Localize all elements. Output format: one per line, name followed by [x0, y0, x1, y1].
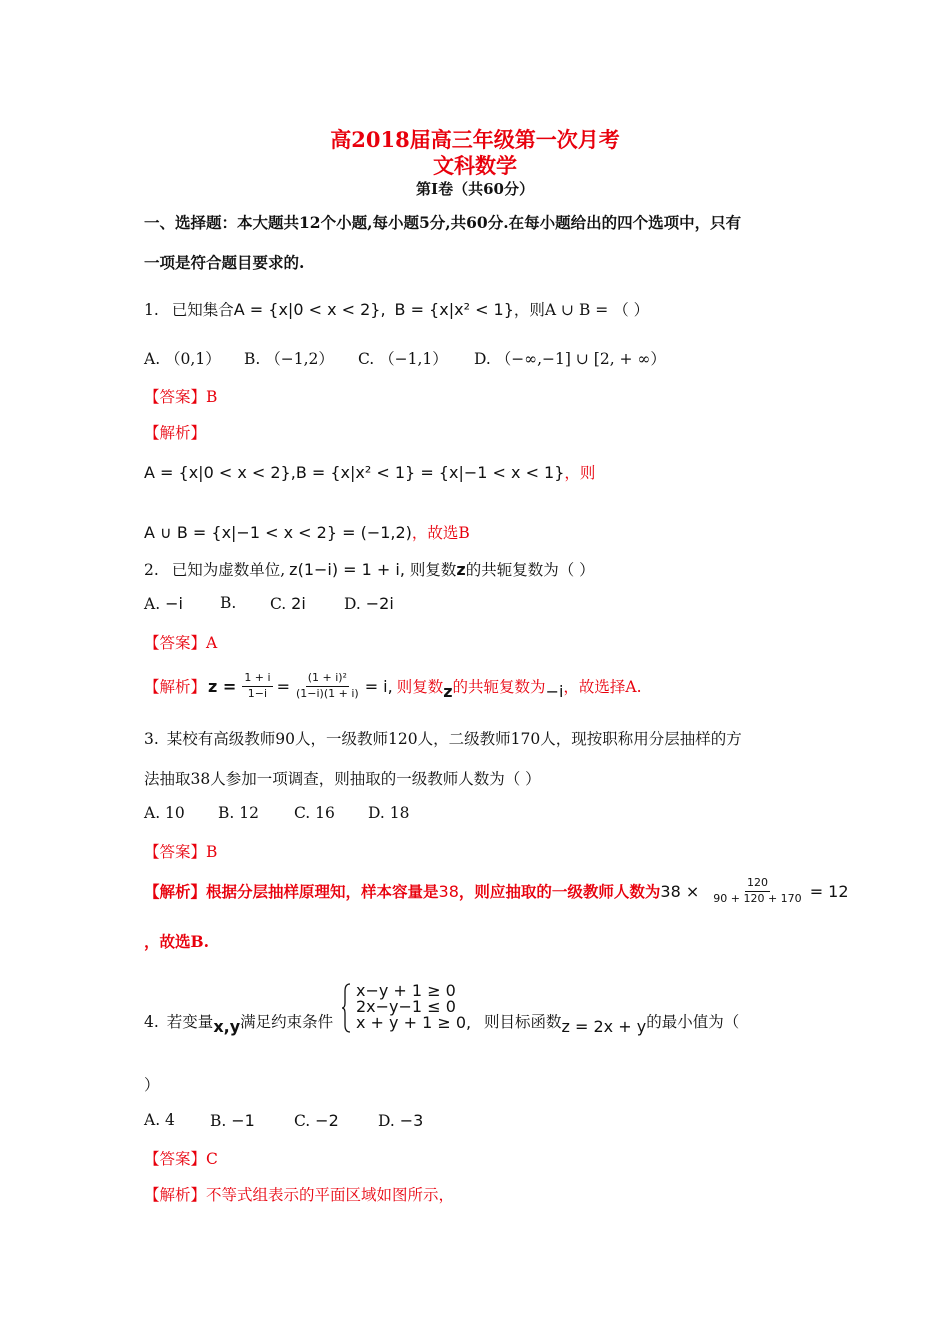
option-c: C. 2i	[270, 594, 306, 613]
option-b: B. （−1,2）	[244, 350, 334, 368]
solution-text: ，故选B	[411, 524, 470, 542]
option-a: A. 4	[144, 1111, 175, 1129]
set-a: A = {x|0 < x < 2},	[233, 300, 386, 319]
fraction-1: $\frac{1 + i}{1-i}$	[244, 670, 271, 700]
option-a: A. −i	[144, 594, 183, 613]
question-1	[144, 298, 649, 320]
option-a: A. 10	[144, 804, 185, 822]
answer-label: 【答案】	[144, 843, 207, 861]
equation: z(1−i) = 1 + i,	[289, 560, 405, 579]
option-b: B.	[220, 594, 237, 612]
analysis-label: 【解析】	[144, 1186, 207, 1204]
brace-icon	[342, 983, 352, 1033]
subject-title: 文科数学	[433, 153, 517, 178]
option-c: C. （−1,1）	[358, 350, 448, 368]
answer-value: B	[206, 843, 218, 861]
answer-3	[144, 840, 217, 862]
solution-text: ，则	[564, 464, 596, 482]
answer-value: A	[206, 634, 218, 652]
question-text-tail: ，则A ∪ B = （ ）	[513, 301, 650, 319]
answer-2	[144, 631, 217, 653]
answer-label: 【答案】	[144, 1150, 207, 1168]
option-a: A. （0,1）	[144, 350, 221, 368]
solution-math: A = {x|0 < x < 2},B = {x|x² < 1} = {x|−1 < x < 1}	[144, 463, 565, 482]
analysis-label-1: 【解析】	[144, 424, 207, 442]
question-4-close: ）	[144, 1076, 160, 1094]
answer-value: C	[206, 1150, 218, 1168]
solution-2: 【解析】 z = $\frac{1 + i}{1-i}$ = $\frac{\text{(1 + i)²}}{(1-i)(1 + i)}$ = i, 则复数 z 的共轭复数为 −i ，故选择A.	[144, 670, 642, 701]
question-number: 2.	[144, 561, 159, 579]
section-intro-line1: 一、选择题：本大题共12个小题,每小题5分,共60分.在每小题给出的四个选项中，只有	[144, 213, 742, 232]
option-c: C. −2	[294, 1111, 339, 1130]
solution-1-line1	[144, 461, 595, 483]
option-b: B. 12	[218, 804, 259, 822]
solution-3: 【解析】 根据分层抽样原理知，样本容量是 38 ，则应抽取的一级教师人数为 38 × $\frac{120}{90 + 120 + 170}$ = 12	[144, 875, 849, 905]
option-c: C. 16	[294, 804, 335, 822]
solution-z: z =	[208, 676, 237, 696]
section-intro-line2: 一项是符合题目要求的.	[144, 253, 305, 272]
constraint-2: 2x−y−1 ≤ 0	[356, 997, 456, 1016]
volume-title: 第I卷（共60分）	[416, 180, 534, 198]
set-b: B = {x|x² < 1}	[394, 300, 514, 319]
question-3-line2: 法抽取38人参加一项调查，则抽取的一级教师人数为（ ）	[144, 770, 541, 788]
answer-label: 【答案】	[144, 388, 207, 406]
answer-1	[144, 385, 217, 407]
question-number: 1.	[144, 301, 159, 319]
option-d: D. −3	[378, 1111, 424, 1130]
constraint-1: x−y + 1 ≥ 0	[356, 981, 456, 1000]
question-4-tail: 则目标函数z = 2x + y的最小值为（	[484, 1013, 740, 1036]
solution-1-line2	[144, 521, 470, 543]
answer-value: B	[206, 388, 218, 406]
solution-math: A ∪ B = {x|−1 < x < 2} = (−1,2)	[144, 523, 412, 542]
question-text: 已知集合	[171, 301, 234, 319]
fraction: $\frac{120}{90 + 120 + 170}$	[713, 875, 802, 905]
question-3-line1: 3. 某校有高级教师90人，一级教师120人，二级教师170人，现按职称用分层抽样的方	[144, 730, 742, 748]
solution-4: 【解析】不等式组表示的平面区域如图所示，	[144, 1186, 455, 1204]
constraint-system	[356, 983, 471, 1031]
solution-3-tail: ，故选B.	[144, 932, 209, 951]
page-title: 高2018届高三年级第一次月考	[330, 127, 620, 152]
question-text: 已知为虚数单位,	[171, 561, 286, 579]
constraint-3: x + y + 1 ≥ 0,	[356, 1013, 472, 1032]
answer-label: 【答案】	[144, 634, 207, 652]
question-4-lead: 4. 若变量x,y满足约束条件	[144, 1013, 334, 1036]
answer-4	[144, 1147, 218, 1169]
option-d: D. −2i	[344, 594, 394, 613]
question-2	[144, 558, 595, 580]
analysis-label: 【解析】	[144, 882, 207, 901]
variable-z: z	[456, 560, 466, 579]
option-d: D. （−∞,−1] ∪ [2, + ∞）	[474, 350, 666, 368]
fraction-2: $\frac{\text{(1 + i)²}}{(1-i)(1 + i)}$	[295, 670, 359, 700]
question-text-tail: 的共轭复数为（ ）	[465, 561, 595, 579]
analysis-label: 【解析】	[144, 678, 207, 696]
solution-result: = i,	[364, 676, 393, 696]
option-b: B. −1	[210, 1111, 255, 1130]
option-d: D. 18	[368, 804, 410, 822]
question-text-mid: 则复数	[409, 561, 457, 579]
